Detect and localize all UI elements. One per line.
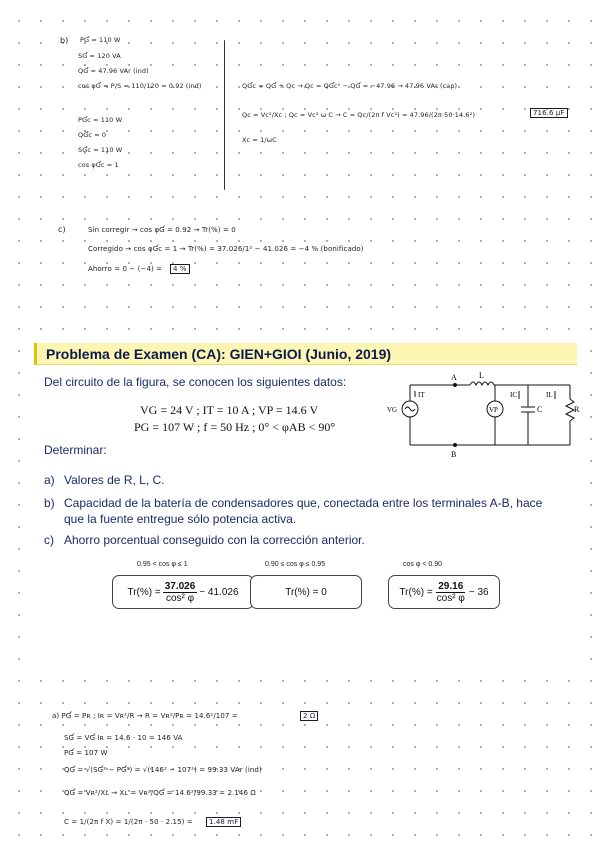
tariff-suffix: − 41.026 (199, 586, 239, 598)
cap-label: C (537, 405, 543, 414)
node-a-label: A (451, 373, 457, 382)
tariff-denominator: cos² φ (436, 592, 465, 604)
left-note-line: cos φƓ = P/S = 110/120 = 0.92 (ind) (78, 82, 202, 90)
left-note-line: PƓ = 110 W (80, 36, 121, 44)
note-a-line1: a) PƓ = Pʀ ; Iʀ = Vʀ²/R → R = Vʀ²/Pʀ = 14.6²/107 = (52, 712, 238, 720)
tariff-range: 0.90 ≤ cos φ ≤ 0.95 (265, 561, 326, 568)
node-b-dot (453, 443, 457, 447)
sine-icon (405, 407, 415, 411)
vp-label: VP (489, 406, 498, 414)
tariff-suffix: − 36 (468, 586, 489, 598)
inductor-label: L (479, 371, 484, 380)
resistor-symbol (566, 399, 574, 421)
node-b-label: B (451, 450, 457, 459)
note-a-line6: C = 1/(2π f X) = 1/(2π · 50 · 2.15) = (64, 818, 193, 826)
left-note-line: SƓ = 120 VA (78, 52, 121, 60)
question-label: a) (44, 473, 55, 487)
note-c-line1: Sin corregir → cos φƓ = 0.92 → Tr(%) = 0 (88, 226, 236, 234)
note-a-line5: QƓ = Vʀ²/Xʟ → Xʟ = Vʀ²/QƓ = 14.6²/99.33 = 2.146 Ω (64, 789, 256, 797)
tariff-range: cos φ < 0.90 (403, 561, 442, 568)
left-note-line: QƓ = 47.96 VAr (ind) (78, 67, 149, 75)
tariff-prefix: Tr(%) = (399, 586, 433, 598)
left-note-line: cos φƓc = 1 (78, 161, 119, 169)
tariff-box (250, 575, 362, 609)
note-a-line2: SƓ = VƓ Iʀ = 14.6 · 10 = 146 VA (64, 734, 183, 742)
vg-label: VG (387, 406, 398, 414)
circuit-diagram (385, 369, 580, 469)
right-note-line: Qc = Vc²/Xc ; Qc = Vc² ω C → C = Qc/(2π f Vc²) = 47.96/(2π·50·14.6²) (242, 111, 475, 119)
capacitance-result: 716.6 µF (530, 108, 568, 118)
tariff-prefix: Tr(%) = (127, 586, 161, 598)
question-text: Ahorro porcentual conseguido con la corrección anterior. (64, 533, 365, 547)
ic-label: IC (510, 391, 517, 399)
ahorro-result: 4 % (170, 264, 190, 274)
tariff-denominator: cos² φ (165, 592, 195, 604)
tariff-numerator: 37.026 (164, 580, 196, 592)
tariff-fraction (163, 581, 198, 604)
data-row-2: PG = 107 W ; f = 50 Hz ; 0° < φAB < 90° (134, 420, 336, 434)
it-label: IT (418, 391, 425, 399)
part-b-label: b) (60, 36, 69, 45)
part-c-label: c) (58, 225, 66, 234)
inductor-symbol (470, 382, 494, 385)
tariff-prefix: Tr(%) = 0 (285, 586, 327, 598)
data-row-1: VG = 24 V ; IT = 10 A ; VP = 14.6 V (140, 403, 319, 417)
exam-title: Problema de Examen (CA): GIEN+GIOI (Junio, 2019) (46, 346, 392, 362)
question-label: b) (44, 496, 55, 510)
r-result: 2 Ω (300, 711, 318, 721)
note-c-line3: Ahorro = 0 − (−4) = (88, 265, 163, 273)
question-text: Capacidad de la batería de condensadores que, conectada entre los terminales A-B, hace (64, 496, 543, 510)
question-text: Valores de R, L, C. (64, 473, 165, 487)
left-note-line: SƓc = 110 W (78, 146, 123, 154)
note-a-line3: PƓ = 107 W (64, 749, 108, 757)
title-bar (34, 343, 577, 365)
determinar-label: Determinar: (44, 443, 107, 457)
right-note-line: Xc = 1/ωC (242, 136, 277, 144)
tariff-fraction (435, 581, 467, 604)
left-note-line: QƓc = 0 (78, 131, 107, 139)
note-c-line2: Corregido → cos φƓc = 1 → Tr(%) = 37.026/1² − 41.026 = −4 % (bonificado) (88, 245, 364, 253)
node-a-dot (453, 383, 457, 387)
c-result-bottom: 1.48 mF (206, 817, 241, 827)
question-label: c) (44, 533, 54, 547)
intro-text: Del circuito de la figura, se conocen los siguientes datos: (44, 375, 347, 389)
note-a-line4: QƓ = √(SƓ² − PƓ²) = √(146² − 107²) = 99.33 VAr (ind) (64, 766, 262, 774)
il-label: IL (546, 391, 553, 399)
tariff-box (388, 575, 500, 609)
brace (224, 40, 225, 190)
tariff-range: 0.95 < cos φ ≤ 1 (137, 561, 188, 568)
tariff-numerator: 29.16 (438, 580, 464, 592)
exam-panel (30, 336, 580, 676)
res-label: R (574, 405, 580, 414)
question-text: que la fuente entregue sólo potencia activa. (64, 512, 297, 526)
right-note-line: QƓc = QƓ + Qc → Qc = QƓc⁰ − QƓ = −47.96 → 47.96 VAr (cap) (242, 82, 458, 90)
left-note-line: PƓc = 110 W (78, 116, 123, 124)
tariff-box (112, 575, 254, 609)
